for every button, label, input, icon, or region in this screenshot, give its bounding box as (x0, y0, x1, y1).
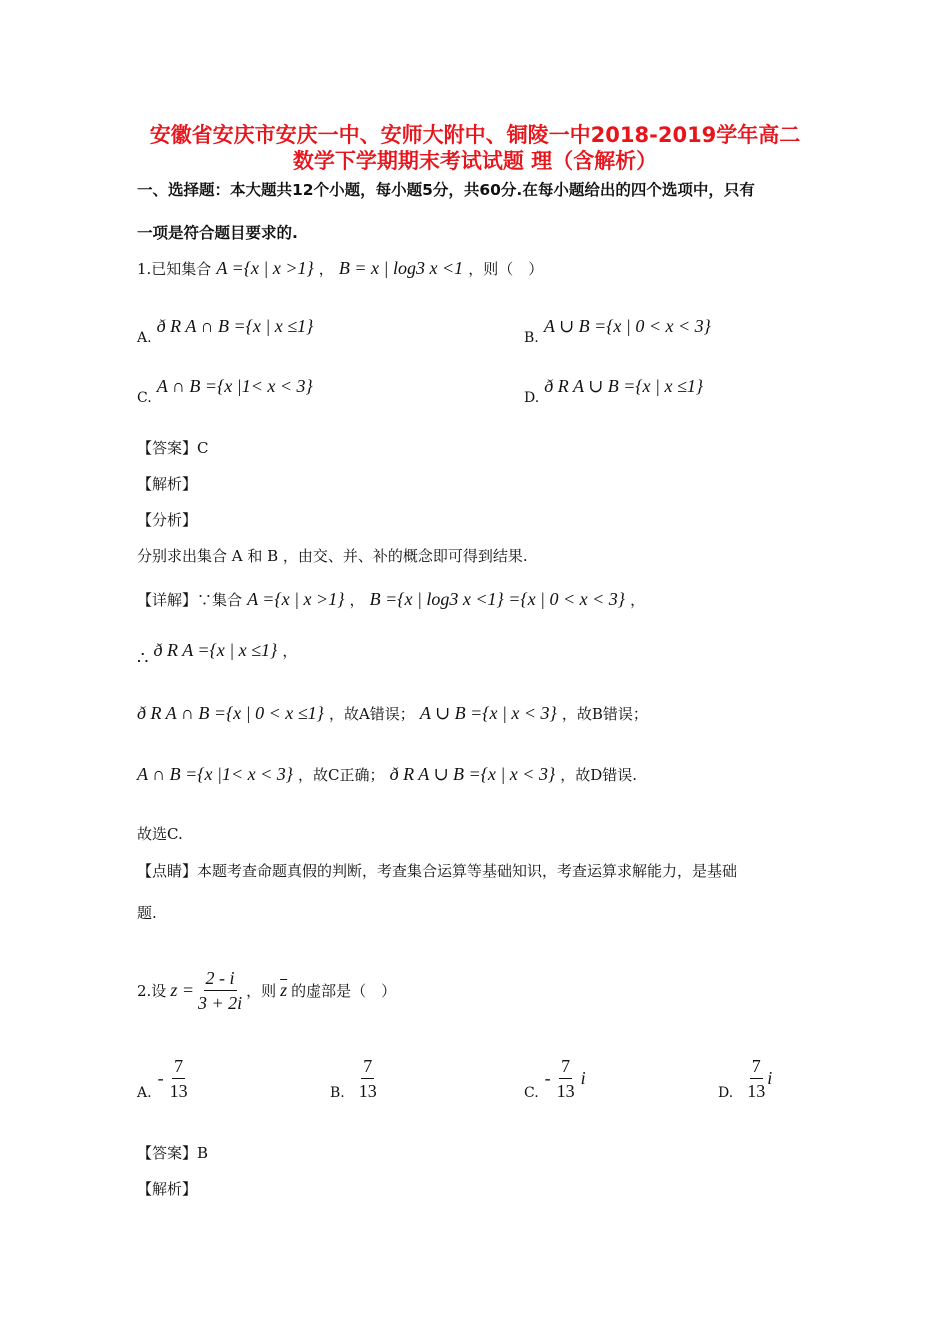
q1-choose: 故选C. (137, 825, 183, 843)
q1-detail-c-note: ，故C正确； (298, 766, 385, 784)
q1-detail-set-b: B ={x | log3 x <1} ={x | 0 < x < 3} (369, 589, 625, 609)
q1-option-a-expr: ð R A ∩ B ={x | x ≤1} (156, 316, 314, 336)
q1-option-c-expr: A ∩ B ={x |1< x < 3} (156, 376, 313, 396)
q1-option-d-label: D. (524, 390, 540, 406)
q1-detail-b-expr: A ∪ B ={x | x < 3} (419, 703, 557, 723)
q2-option-d-label: D. (718, 1084, 734, 1101)
q1-comment-line2: 题. (137, 904, 157, 922)
q2-answer: 【答案】B (137, 1144, 209, 1162)
q2-option-b-numerator: 7 (361, 1056, 374, 1079)
section-header-line1: 一、选择题：本大题共12个小题，每小题5分，共60分.在每小题给出的四个选项中，只有 (137, 181, 755, 199)
q2-option-c-sign: - (544, 1068, 551, 1088)
q2-option-a (137, 1056, 188, 1101)
question-2-stem (137, 968, 396, 1013)
q2-option-a-denominator: 13 (169, 1081, 188, 1101)
q1-stem-prefix: 1.已知集合 (137, 260, 212, 278)
q1-option-c-label: C. (137, 390, 152, 406)
section-header-line2: 一项是符合题目要求的. (137, 224, 298, 242)
q2-option-b-denominator: 13 (358, 1081, 377, 1101)
q2-option-b-fraction (359, 1056, 377, 1101)
q1-detail-prefix: 【详解】∵集合 (137, 591, 243, 609)
q2-option-c-denominator: 13 (556, 1081, 575, 1101)
q1-analysis-heading: 【解析】 (137, 475, 198, 493)
q1-option-d-expr: ð R A ∪ B ={x | x ≤1} (544, 376, 704, 396)
q2-fraction-numerator: 2 - i (204, 968, 237, 991)
q1-comma: ， (318, 260, 334, 278)
q1-detail-c-expr: A ∩ B ={x |1< x < 3} (137, 764, 293, 784)
q2-z-conjugate: $\overline{z}$ (280, 980, 288, 1000)
q2-option-a-numerator: 7 (172, 1056, 185, 1079)
q1-stem-suffix: ，则（ ） (468, 260, 544, 278)
q2-z-label: z = (170, 980, 194, 1000)
document-title-line1: 安徽省安庆市安庆一中、安师大附中、铜陵一中2018-2019学年高二 (149, 123, 801, 147)
q2-option-a-label: A. (137, 1084, 152, 1101)
q1-comment-line1: 【点睛】本题考查命题真假的判断，考查集合运算等基础知识，考查运算求解能力，是基础 (137, 862, 738, 880)
q1-detail-options-cd (137, 764, 637, 785)
q2-option-c (524, 1056, 586, 1101)
q1-fenxi-text: 分别求出集合 A 和 B ，由交、并、补的概念即可得到结果. (137, 547, 528, 565)
q2-option-d-numerator: 7 (750, 1056, 763, 1079)
q1-option-c (137, 376, 313, 406)
q1-detail-d-note: ，故D错误. (560, 766, 638, 784)
q2-option-d-fraction (747, 1056, 765, 1101)
q2-option-c-label: C. (524, 1084, 539, 1101)
q1-detail-b-note: ，故B错误； (561, 705, 648, 723)
q2-fraction (198, 968, 242, 1013)
q1-option-a (137, 316, 314, 346)
q2-option-c-numerator: 7 (559, 1056, 572, 1079)
q2-option-c-suffix: i (580, 1068, 586, 1088)
q1-complement-line: ∴ ð R A ={x | x ≤1} ， (137, 640, 298, 669)
q1-answer: 【答案】C (137, 439, 209, 457)
q1-set-b: B = x | log3 x <1 (338, 258, 464, 278)
q2-option-d-suffix: i (767, 1068, 773, 1088)
q2-stem-prefix: 2.设 (137, 982, 167, 1000)
q2-analysis-heading: 【解析】 (137, 1180, 198, 1198)
q1-option-b-label: B. (524, 330, 539, 346)
q2-option-d (718, 1056, 772, 1101)
document-title-line2: 数学下学期期末考试试题 理（含解析） (292, 149, 658, 173)
q1-detail-set-a: A ={x | x >1} (247, 589, 345, 609)
q2-option-a-fraction (170, 1056, 188, 1101)
q2-stem-suffix: 的虚部是（ ） (291, 982, 397, 1000)
q1-complement-a: ð R A ={x | x ≤1} (153, 640, 278, 660)
q2-option-c-fraction (557, 1056, 575, 1101)
q1-option-b (524, 316, 711, 346)
q1-option-a-label: A. (137, 330, 152, 346)
q1-detail-a-note: ，故A错误； (328, 705, 415, 723)
q1-option-d (524, 376, 704, 406)
q2-option-d-denominator: 13 (747, 1081, 766, 1101)
q2-option-b (330, 1056, 377, 1101)
question-1-stem (137, 258, 543, 279)
therefore-symbol: ∴ (137, 648, 149, 669)
q1-detail-d-expr: ð R A ∪ B ={x | x < 3} (389, 764, 556, 784)
q2-option-b-label: B. (330, 1084, 345, 1101)
q2-option-a-sign: - (157, 1068, 164, 1088)
q1-detail-a-expr: ð R A ∩ B ={x | 0 < x ≤1} (137, 703, 324, 723)
q1-set-a: A ={x | x >1} (216, 258, 314, 278)
q2-fraction-denominator: 3 + 2i (197, 993, 243, 1013)
q1-fenxi-heading: 【分析】 (137, 511, 198, 529)
q2-stem-mid: ，则 (246, 982, 277, 1000)
q1-detail-line: 【详解】∵集合 A ={x | x >1} ， B ={x | log3 x <1} ={x | 0 < x < 3} ， (137, 589, 646, 609)
q1-detail-options-ab (137, 703, 648, 724)
q1-option-b-expr: A ∪ B ={x | 0 < x < 3} (543, 316, 711, 336)
